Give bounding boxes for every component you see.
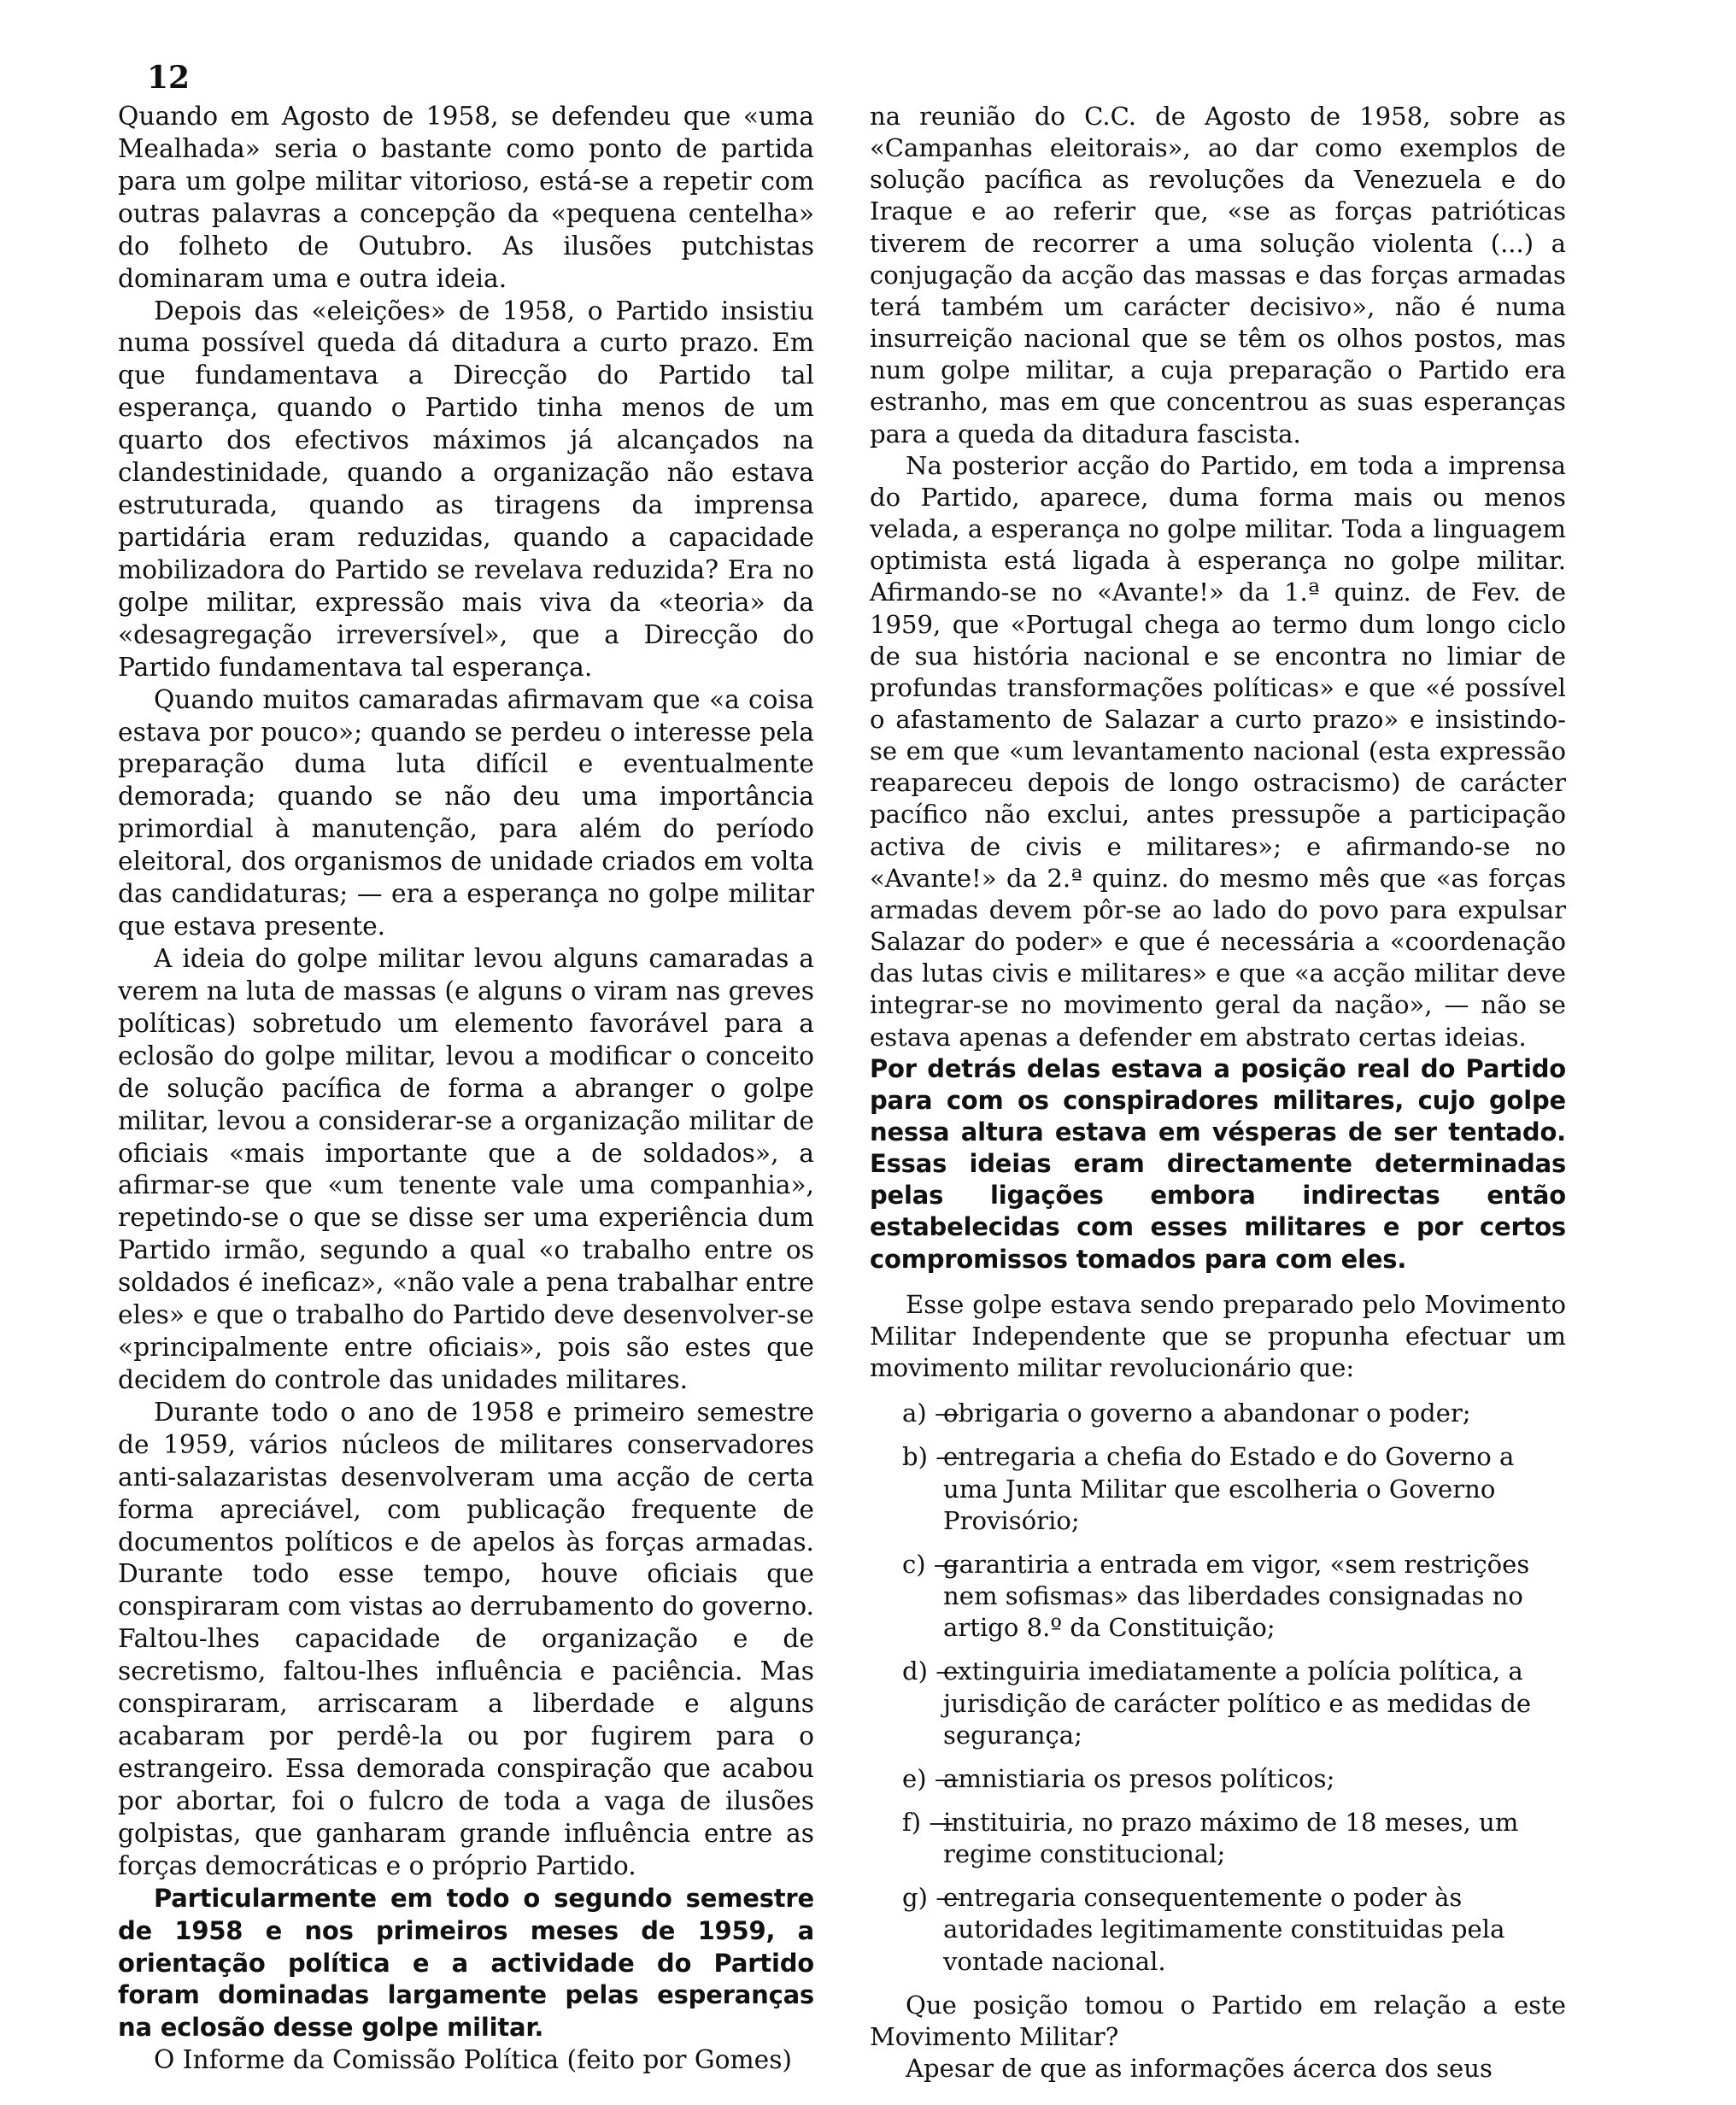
paragraph: na reunião do C.C. de Agosto de 1958, sobre as «Campanhas eleitorais», ao dar como exemplos de solução pacífica as revoluções da Venezuela e do Iraque e ao referir que, «se as forças patrióticas tiverem de recorrer a uma solução violenta (...) a conjugação da acção das massas e das forças armadas terá também um carácter decisivo», não é numa insurreição nacional que se têm os olhos postos, mas num golpe militar, a cuja preparação o Partido era estranho, mas em que concentrou as suas esperanças para a queda da ditadura fascista. [870,102,1566,449]
list-item [870,1441,1566,1536]
paragraph: Quando em Agosto de 1958, se defendeu que «uma Mealhada» seria o bastante como ponto de partida para um golpe militar vitorioso, está-se a repetir com outras palavras a concepção da «pequena centelha» do folheto de Outubro. As ilusões putchistas dominaram uma e outra ideia. [118,102,814,294]
paragraph: Quando muitos camaradas afirmavam que «a coisa estava por pouco»; quando se perdeu o interesse pela preparação duma luta difícil e eventualmente demorada; quando se não deu uma importância primordial à manutenção, para além do período eleitoral, dos organismos de unidade criados em volta das candidaturas; — era a esperança no golpe militar que estava presente. [118,684,814,942]
paragraph: Durante todo o ano de 1958 e primeiro semestre de 1959, vários núcleos de militares conservadores anti-salazaristas desenvolveram uma acção de certa forma apreciável, com publicação frequente de documentos políticos e de apelos às forças armadas. Durante todo esse tempo, houve oficiais que conspiraram com vistas ao derrubamento do governo. Faltou-lhes capacidade de organização e de secretismo, faltou-lhes influência e paciência. Mas conspiraram, arriscaram a liberdade e alguns acabaram por perdê-la ou por fugirem para o estrangeiro. Essa demorada conspiração que acabou por abortar, foi o fulcro de toda a vaga de ilusões golpistas, que ganharam grande influência entre as forças democráticas e o próprio Partido. [118,1397,814,1881]
list-item-text: garantiria a entrada em vigor, «sem restrições nem sofismas» das liberdades consignadas no artigo 8.º da Constituição; [943,1549,1530,1643]
list-marker: d) — [902,1656,961,1686]
list-item [870,1807,1566,1870]
left-column [118,101,814,2077]
bold-paragraph: Particularmente em todo o segundo semestre de 1958 e nos primeiros meses de 1959, a orientação política e a actividade do Partido foram dominadas largamente pelas esperanças na eclosão desse golpe militar. [118,1883,814,2043]
paragraph: Na posterior acção do Partido, em toda a imprensa do Partido, aparece, duma forma mais ou menos velada, a esperança no golpe militar. Toda a linguagem optimista está ligada à esperança no golpe militar. Afirmando-se no «Avante!» da 1.ª quinz. de Fev. de 1959, que «Portugal chega ao termo dum longo ciclo de sua história nacional e se encontra no limiar de profundas transformações políticas» e que «é possível o afastamento de Salazar a curto prazo» e insistindo-se em que «um levantamento nacional (esta expressão reapareceu depois de longo ostracismo) de carácter pacífico não exclui, antes pressupõe a participação activa de civis e militares»; e afirmando-se no «Avante!» da 2.ª quinz. do mesmo mês que «as forças armadas devem pôr-se ao lado do povo para expulsar Salazar do poder» e que é necessária a «coordenação das lutas civis e militares» e que «a acção militar deve integrar-se no movimento geral da nação», — não se estava apenas a defender em abstrato certas ideias. [870,450,1566,1052]
paragraph: A ideia do golpe militar levou alguns camaradas a verem na luta de massas (e alguns o viram nas greves políticas) sobretudo um elemento favorável para a eclosão do golpe militar, levou a modificar o conceito de solução pacífica de forma a abranger o golpe militar, levou a considerar-se a organização militar de oficiais «mais importante que a de soldados», a afirmar-se que «um tenente vale uma companhia», repetindo-se o que se disse ser uma experiência dum Partido irmão, segundo a qual «o trabalho entre os soldados é ineficaz», «não vale a pena trabalhar entre eles» e que o trabalho do Partido deve desenvolver-se «principalmente entre oficiais», pois são estes que decidem do controle das unidades militares. [118,943,814,1395]
demands-list [870,1398,1566,1978]
list-item [870,1763,1566,1795]
list-marker: g) — [902,1883,961,1913]
list-item-text: entregaria a chefia do Estado e do Governo a uma Junta Militar que escolheria o Governo Provisório; [943,1442,1515,1535]
page-number: 12 [147,60,191,96]
paragraph: Que posição tomou o Partido em relação a este Movimento Militar? [870,1990,1566,2051]
list-marker: e) — [902,1763,959,1793]
list-item-text: extinguiria imediatamente a polícia política, a jurisdição de carácter político e as medidas de segurança; [943,1656,1532,1750]
list-item-text: entregaria consequentemente o poder às autoridades legitimamente constituidas pela vontade nacional. [943,1883,1505,1976]
list-item-text: obrigaria o governo a abandonar o poder; [943,1398,1471,1428]
list-item-text: instituiria, no prazo máximo de 18 meses, um regime constitucional; [943,1807,1519,1869]
paragraph: Apesar de que as informações ácerca dos seus [906,2054,1493,2084]
list-marker: f) — [902,1807,954,1837]
list-item [870,1882,1566,1977]
list-item [870,1656,1566,1750]
right-column [870,101,1566,2084]
list-item-text: amnistiaria os presos políticos; [943,1763,1335,1793]
bold-paragraph: Por detrás delas estava a posição real do Partido para com os conspiradores militares, cujo golpe nessa altura estava em vésperas de ser tentado. Essas ideias eram directamente determinadas pelas ligações embora indirectas então estabelecidas com esses militares e por certos compromissos tomados para com eles. [870,1053,1566,1274]
paragraph: Esse golpe estava sendo preparado pelo Movimento Militar Independente que se propunha efectuar um movimento militar revolucionário que: [870,1289,1566,1383]
paragraph: Depois das «eleições» de 1958, o Partido insistiu numa possível queda dá ditadura a curto prazo. Em que fundamentava a Direcção do Partido tal esperança, quando o Partido tinha menos de um quarto dos efectivos máximos já alcançados na clandestinidade, quando a organização não estava estruturada, quando as tiragens da imprensa partidária eram reduzidas, quando a capacidade mobilizadora do Partido se revelava reduzida? Era no golpe militar, expressão mais viva da «teoria» da «desagregação irreversível», que a Direcção do Partido fundamentava tal esperança. [118,296,814,683]
list-marker: a) — [902,1398,960,1428]
list-item [870,1398,1566,1429]
list-item [870,1549,1566,1644]
list-marker: c) — [902,1549,959,1579]
list-marker: b) — [902,1442,961,1472]
paragraph: O Informe da Comissão Política (feito por Gomes) [154,2045,793,2076]
